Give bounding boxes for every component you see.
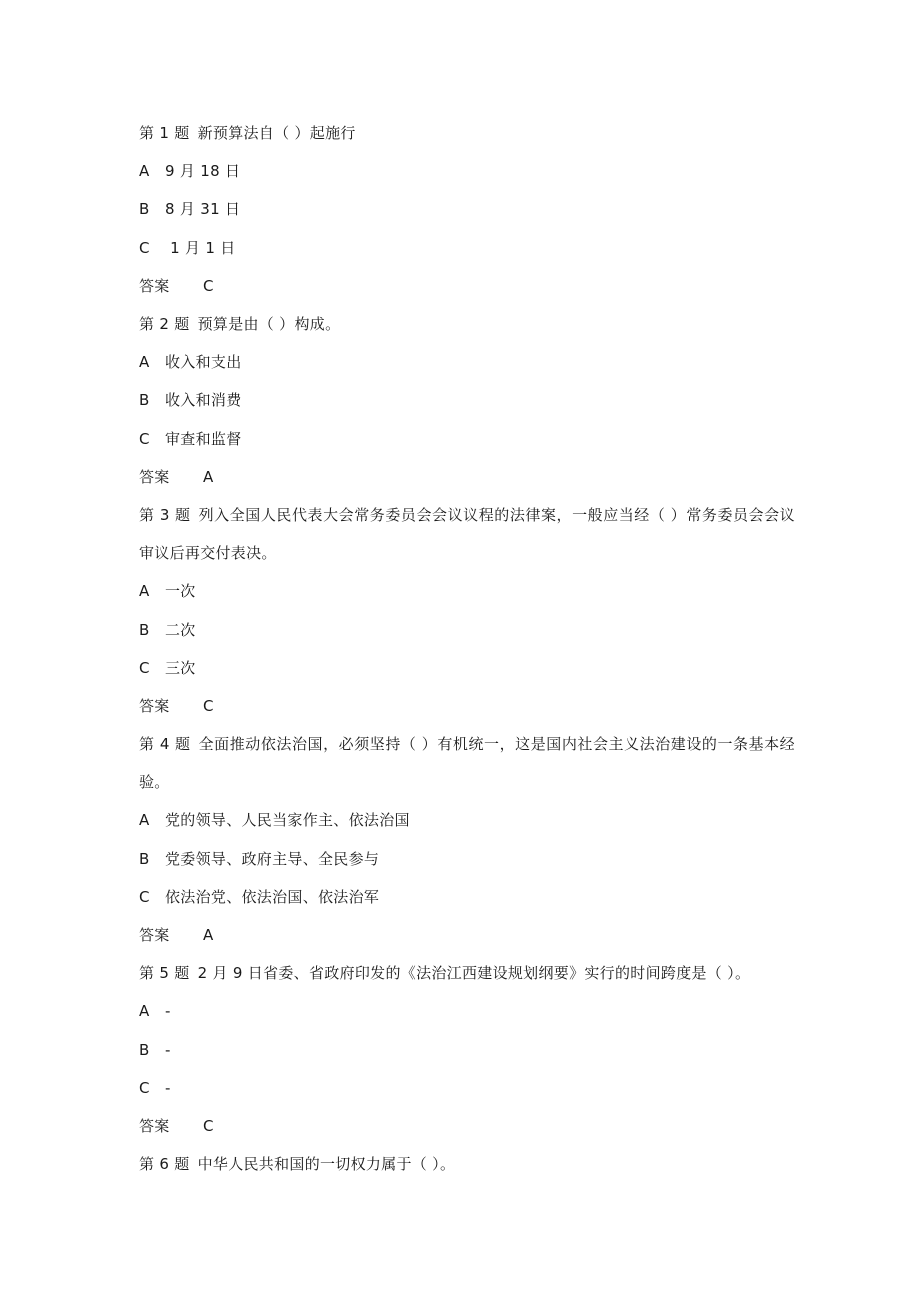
option-text: 党委领导、政府主导、全民参与: [165, 849, 380, 868]
option-letter: B: [139, 391, 150, 410]
question-number: 第 1 题: [139, 124, 190, 142]
question-number: 第 2 题: [139, 314, 190, 333]
option-letter: A: [139, 162, 150, 181]
option-text: 8 月 31 日: [165, 200, 241, 219]
question-number: 第 3 题: [139, 505, 191, 524]
option-text: 审查和监督: [165, 429, 242, 448]
answer-value: C: [203, 276, 214, 295]
option-b: [139, 1031, 795, 1069]
question-list: [139, 114, 795, 1183]
option-text: 1 月 1 日: [165, 238, 236, 257]
question-1: [139, 114, 795, 152]
answer-value: A: [203, 467, 214, 486]
option-text: 一次: [165, 582, 196, 601]
answer-value: C: [203, 1116, 214, 1135]
question-number: 第 4 题: [139, 735, 191, 754]
option-b: [139, 840, 795, 878]
option-text: 收入和消费: [165, 391, 242, 410]
option-c: [139, 649, 795, 687]
answer-label: 答案: [139, 926, 170, 945]
option-a: [139, 992, 795, 1030]
option-a: [139, 343, 795, 381]
option-letter: A: [139, 353, 150, 372]
option-b: [139, 381, 795, 419]
option-letter: C: [139, 887, 150, 906]
option-b: [139, 190, 795, 228]
question-3: [139, 496, 795, 572]
option-a: [139, 152, 795, 190]
option-text: 收入和支出: [165, 353, 242, 372]
option-letter: A: [139, 1002, 150, 1021]
question-text: 新预算法自（ ）起施行: [197, 124, 356, 142]
question-5: [139, 954, 795, 992]
answer-row: [139, 267, 795, 305]
question-text: 2 月 9 日省委、省政府印发的《法治江西建设规划纲要》实行的时间跨度是（ ）。: [197, 964, 751, 983]
question-text: 预算是由（ ）构成。: [197, 314, 341, 333]
question-text: 列入全国人民代表大会常务委员会会议议程的法律案，一般应当经（ ）常务委员会会议审议后再交付表决。: [139, 505, 795, 563]
answer-label: 答案: [139, 696, 170, 715]
answer-label: 答案: [139, 1116, 170, 1135]
option-a: [139, 801, 795, 839]
option-letter: B: [139, 1040, 150, 1059]
question-text: 全面推动依法治国，必须坚持（ ）有机统一，这是国内社会主义法治建设的一条基本经验。: [139, 735, 795, 792]
question-6: [139, 1145, 795, 1183]
option-letter: C: [139, 658, 150, 677]
option-letter: B: [139, 200, 150, 219]
option-text: 党的领导、人民当家作主、依法治国: [165, 811, 410, 830]
option-text: 二次: [165, 620, 196, 639]
answer-row: [139, 458, 795, 496]
option-text: 9 月 18 日: [165, 162, 241, 181]
option-letter: B: [139, 620, 150, 639]
option-letter: C: [139, 238, 150, 257]
option-letter: B: [139, 849, 150, 868]
option-c: [139, 878, 795, 916]
option-c: [139, 229, 795, 267]
question-2: [139, 305, 795, 343]
option-text: -: [165, 1002, 171, 1021]
answer-row: [139, 916, 795, 954]
answer-value: C: [203, 696, 214, 715]
option-c: [139, 420, 795, 458]
option-text: -: [165, 1078, 171, 1097]
option-text: 依法治党、依法治国、依法治军: [165, 887, 380, 906]
option-letter: A: [139, 811, 150, 830]
option-text: -: [165, 1040, 171, 1059]
option-c: [139, 1069, 795, 1107]
answer-label: 答案: [139, 467, 170, 486]
option-letter: A: [139, 582, 150, 601]
option-letter: C: [139, 1078, 150, 1097]
answer-label: 答案: [139, 276, 170, 295]
question-number: 第 5 题: [139, 964, 190, 983]
option-letter: C: [139, 429, 150, 448]
answer-row: [139, 1107, 795, 1145]
answer-value: A: [203, 926, 214, 945]
option-a: [139, 572, 795, 610]
answer-row: [139, 687, 795, 725]
option-text: 三次: [165, 658, 196, 677]
question-number: 第 6 题: [139, 1155, 190, 1174]
question-4: [139, 725, 795, 801]
option-b: [139, 611, 795, 649]
question-text: 中华人民共和国的一切权力属于（ ）。: [197, 1155, 456, 1174]
